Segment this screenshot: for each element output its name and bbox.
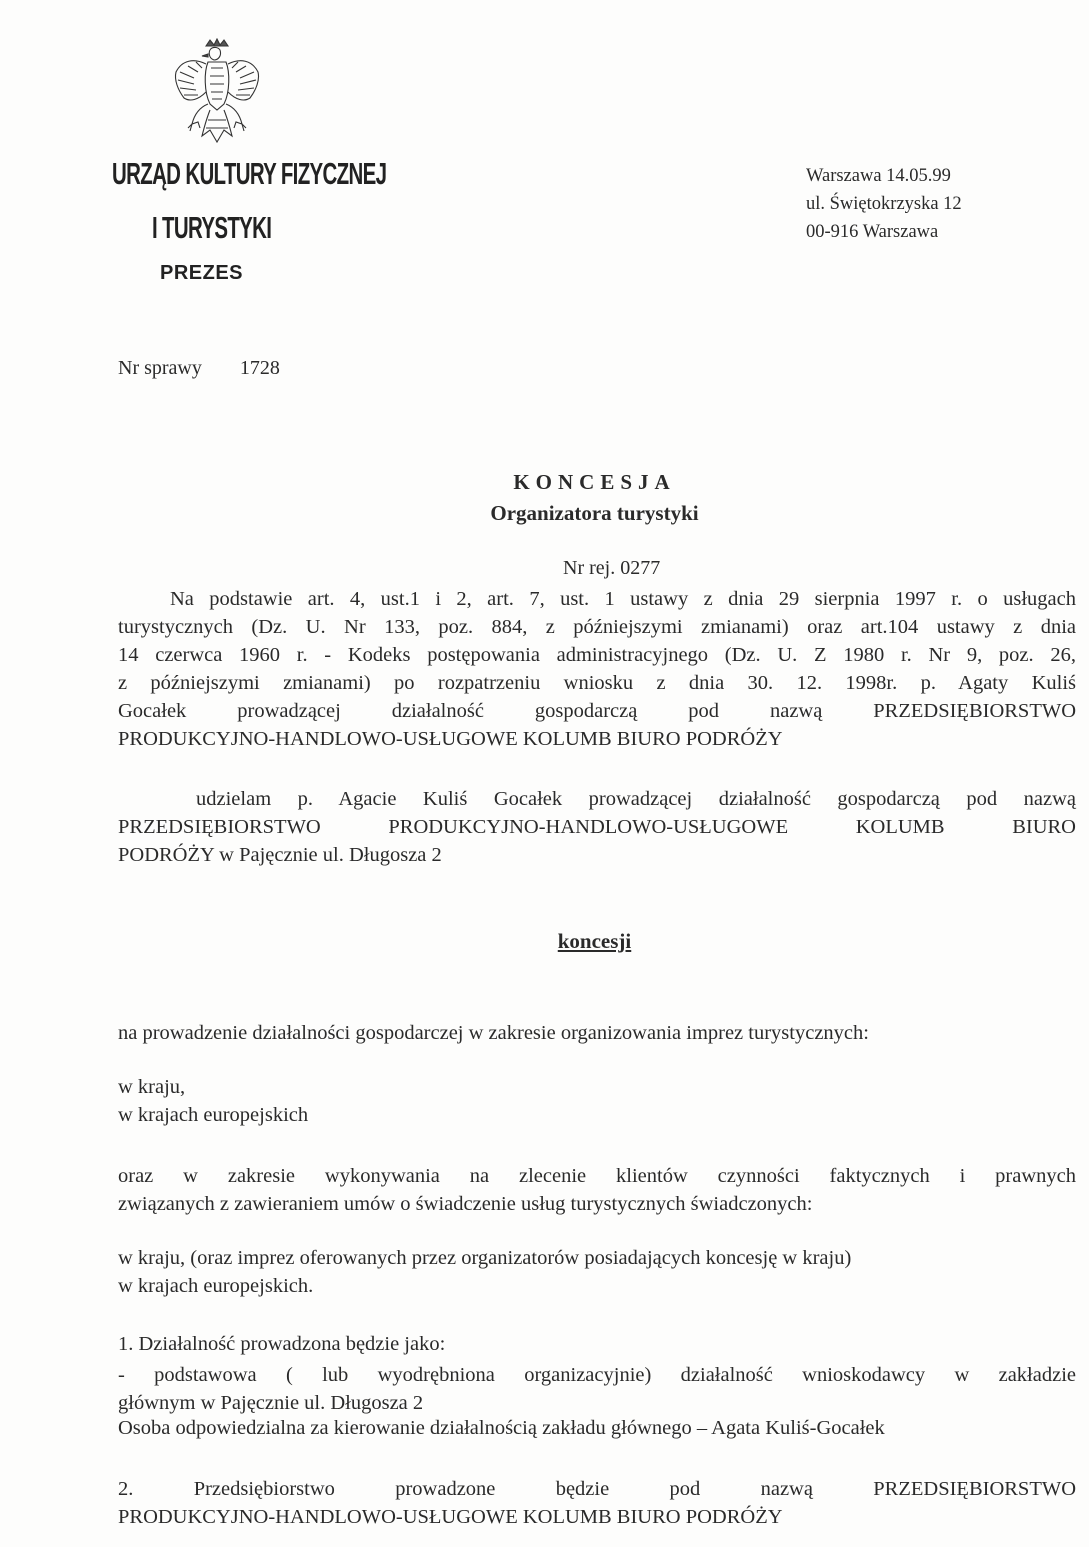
- case-number: [118, 357, 280, 380]
- section-1-heading: 1. Działalność prowadzona będzie jako:: [118, 1333, 446, 1355]
- paragraph-line: oraz w zakresie wykonywania na zlecenie klientów czynności faktycznych i prawnych: [118, 1165, 1076, 1187]
- section-1-responsible: Osoba odpowiedzialna za kierowanie działalnością zakładu głównego – Agata Kuliś-Gocałek: [118, 1417, 885, 1439]
- paragraph-line: Na podstawie art. 4, ust.1 i 2, art. 7, ust. 1 ustawy z dnia 29 sierpnia 1997 r. o usługach: [170, 588, 1076, 610]
- polish-eagle-emblem: [168, 38, 266, 158]
- scope-intro: na prowadzenie działalności gospodarczej w zakresie organizowania imprez turystycznych:: [118, 1022, 869, 1044]
- paragraph-line: 2. Przedsiębiorstwo prowadzone będzie pod nazwą PRZEDSIĘBIORSTWO: [118, 1478, 1076, 1500]
- institution-name-line2: I TURYSTYKI: [152, 210, 272, 245]
- address-street: ul. Świętokrzyska 12: [806, 194, 962, 214]
- case-label: Nr sprawy: [118, 357, 202, 379]
- scope-item-domestic: w kraju,: [118, 1076, 186, 1098]
- paragraph-line: PRZEDSIĘBIORSTWO PRODUKCYJNO-HANDLOWO-USŁUGOWE KOLUMB BIURO: [118, 816, 1076, 838]
- koncesji-text: koncesji: [557, 929, 632, 953]
- paragraph-line: Gocałek prowadzącej działalność gospodarczą pod nazwą PRZEDSIĘBIORSTWO: [118, 700, 1076, 722]
- paragraph-line: turystycznych (Dz. U. Nr 133, poz. 884, z późniejszymi zmianami) oraz art.104 ustawy z dnia: [118, 616, 1076, 638]
- paragraph-line: z późniejszymi zmianami) po rozpatrzeniu wniosku z dnia 30. 12. 1998r. p. Agaty Kuliś: [118, 672, 1076, 694]
- legal-basis-paragraph: [118, 585, 1076, 753]
- paragraph-line: PRODUKCYJNO-HANDLOWO-USŁUGOWE KOLUMB BIURO PODRÓŻY: [118, 728, 783, 750]
- document-title: KONCESJA: [513, 470, 676, 494]
- address-block: [806, 162, 962, 246]
- paragraph-line: - podstawowa ( lub wyodrębniona organizacyjnie) działalność wnioskodawcy w zakładzie: [118, 1364, 1076, 1386]
- services-item-domestic: w kraju, (oraz imprez oferowanych przez organizatorów posiadających koncesję w kraju): [118, 1247, 852, 1269]
- paragraph-line: głównym w Pajęcznie ul. Długosza 2: [118, 1392, 424, 1414]
- scope-item-europe: w krajach europejskich: [118, 1104, 309, 1126]
- paragraph-line: 14 czerwca 1960 r. - Kodeks postępowania administracyjnego (Dz. U. Z 1980 r. Nr 9, poz. 26,: [118, 644, 1076, 666]
- grant-paragraph: [118, 785, 1076, 869]
- services-paragraph: [118, 1162, 1076, 1218]
- paragraph-line: udzielam p. Agacie Kuliś Gocałek prowadzącej działalność gospodarczą pod nazwą: [196, 788, 1076, 810]
- place-date: Warszawa 14.05.99: [806, 166, 951, 186]
- institution-office: PREZES: [160, 262, 244, 284]
- paragraph-line: PRODUKCYJNO-HANDLOWO-USŁUGOWE KOLUMB BIURO PODRÓŻY: [118, 1506, 783, 1528]
- institution-name-line1: URZĄD KULTURY FIZYCZNEJ: [112, 156, 387, 191]
- registration-number: Nr rej. 0277: [563, 557, 661, 579]
- address-postal: 00-916 Warszawa: [806, 222, 939, 242]
- section-1-bullet: [118, 1361, 1076, 1417]
- case-value: 1728: [239, 357, 280, 379]
- section-2: [118, 1475, 1076, 1531]
- koncesji-heading: [0, 929, 1089, 954]
- paragraph-line: PODRÓŻY w Pajęcznie ul. Długosza 2: [118, 844, 442, 866]
- services-item-europe: w krajach europejskich.: [118, 1275, 314, 1297]
- paragraph-line: związanych z zawieraniem umów o świadczenie usług turystycznych świadczonych:: [118, 1193, 813, 1215]
- document-subtitle: Organizatora turystyki: [490, 501, 699, 525]
